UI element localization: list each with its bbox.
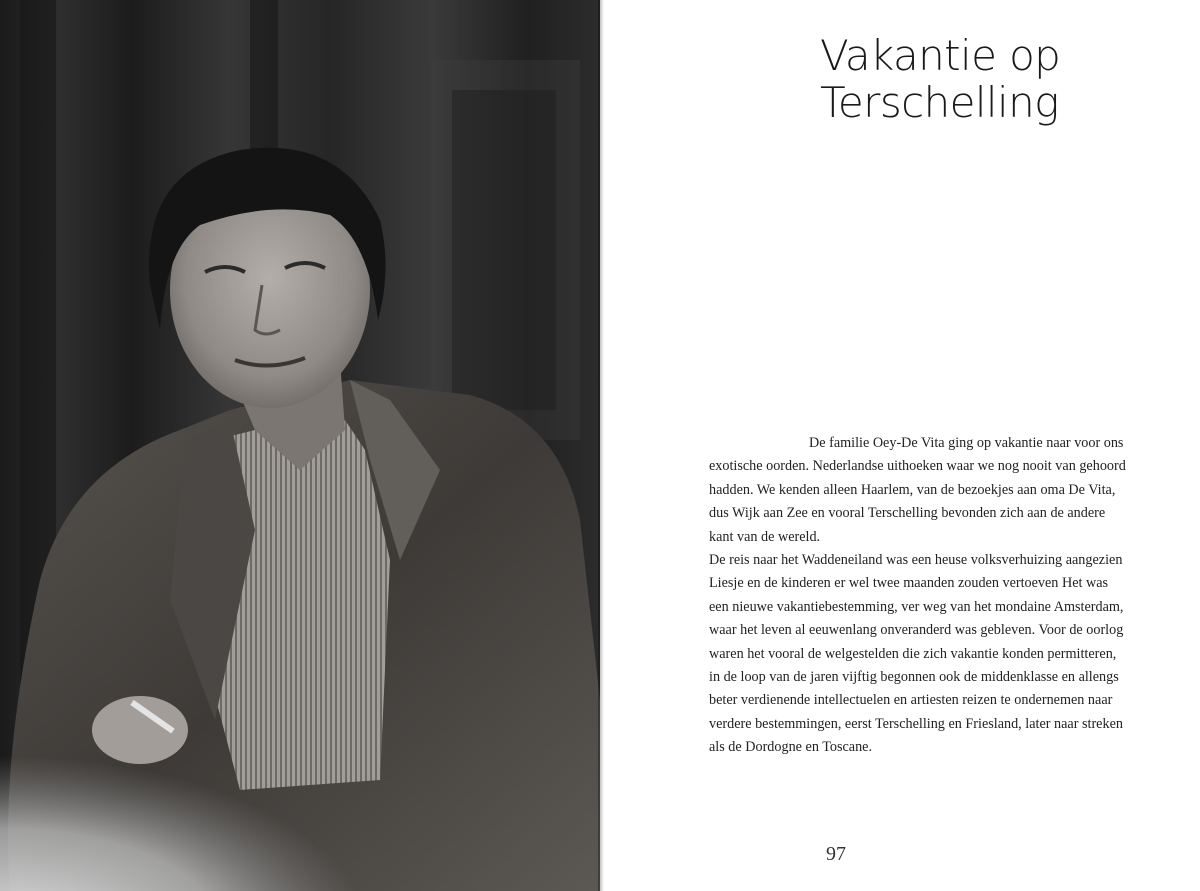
- paragraph-2: De reis naar het Waddeneiland was een heuse volksverhuizing aangezien Liesje en de kinderen er wel twee maanden zouden vertoeven Het was een nieuwe vakantiebestemming, ver weg van het mondaine Amsterdam, waar het leven al eeuwenlang onveranderd was gebleven. Voor de oorlog waren het vooral de welgestelden die zich vakantie konden permitteren, in de loop van de jaren vijftig begonnen ook de middenklasse en allengs beter verdienende intellectuelen en artiesten reizen te ondernemen naar verdere bestemmingen, eerst Terschelling en Friesland, later naar streken als de Dordogne en Toscane.: [709, 552, 1124, 756]
- chapter-title-line-1: Vakantie op: [820, 31, 1061, 80]
- paragraph-1: De familie Oey-De Vita ging op vakantie naar voor ons exotische oorden. Nederlandse uithoeken waar we nog nooit van gehoord hadden. We kenden alleen Haarlem, van de bezoekjes aan oma De Vita, dus Wijk aan Zee en vooral Terschelling bevonden zich aan de andere kant van de wereld.: [709, 435, 1126, 545]
- text-page: [604, 0, 1200, 891]
- chapter-title-line-2: Terschelling: [820, 78, 1059, 127]
- page-number: 97: [826, 843, 846, 865]
- chapter-title: [820, 32, 1060, 126]
- door-panel-right-inner: [452, 90, 556, 410]
- body-text: [709, 432, 1129, 760]
